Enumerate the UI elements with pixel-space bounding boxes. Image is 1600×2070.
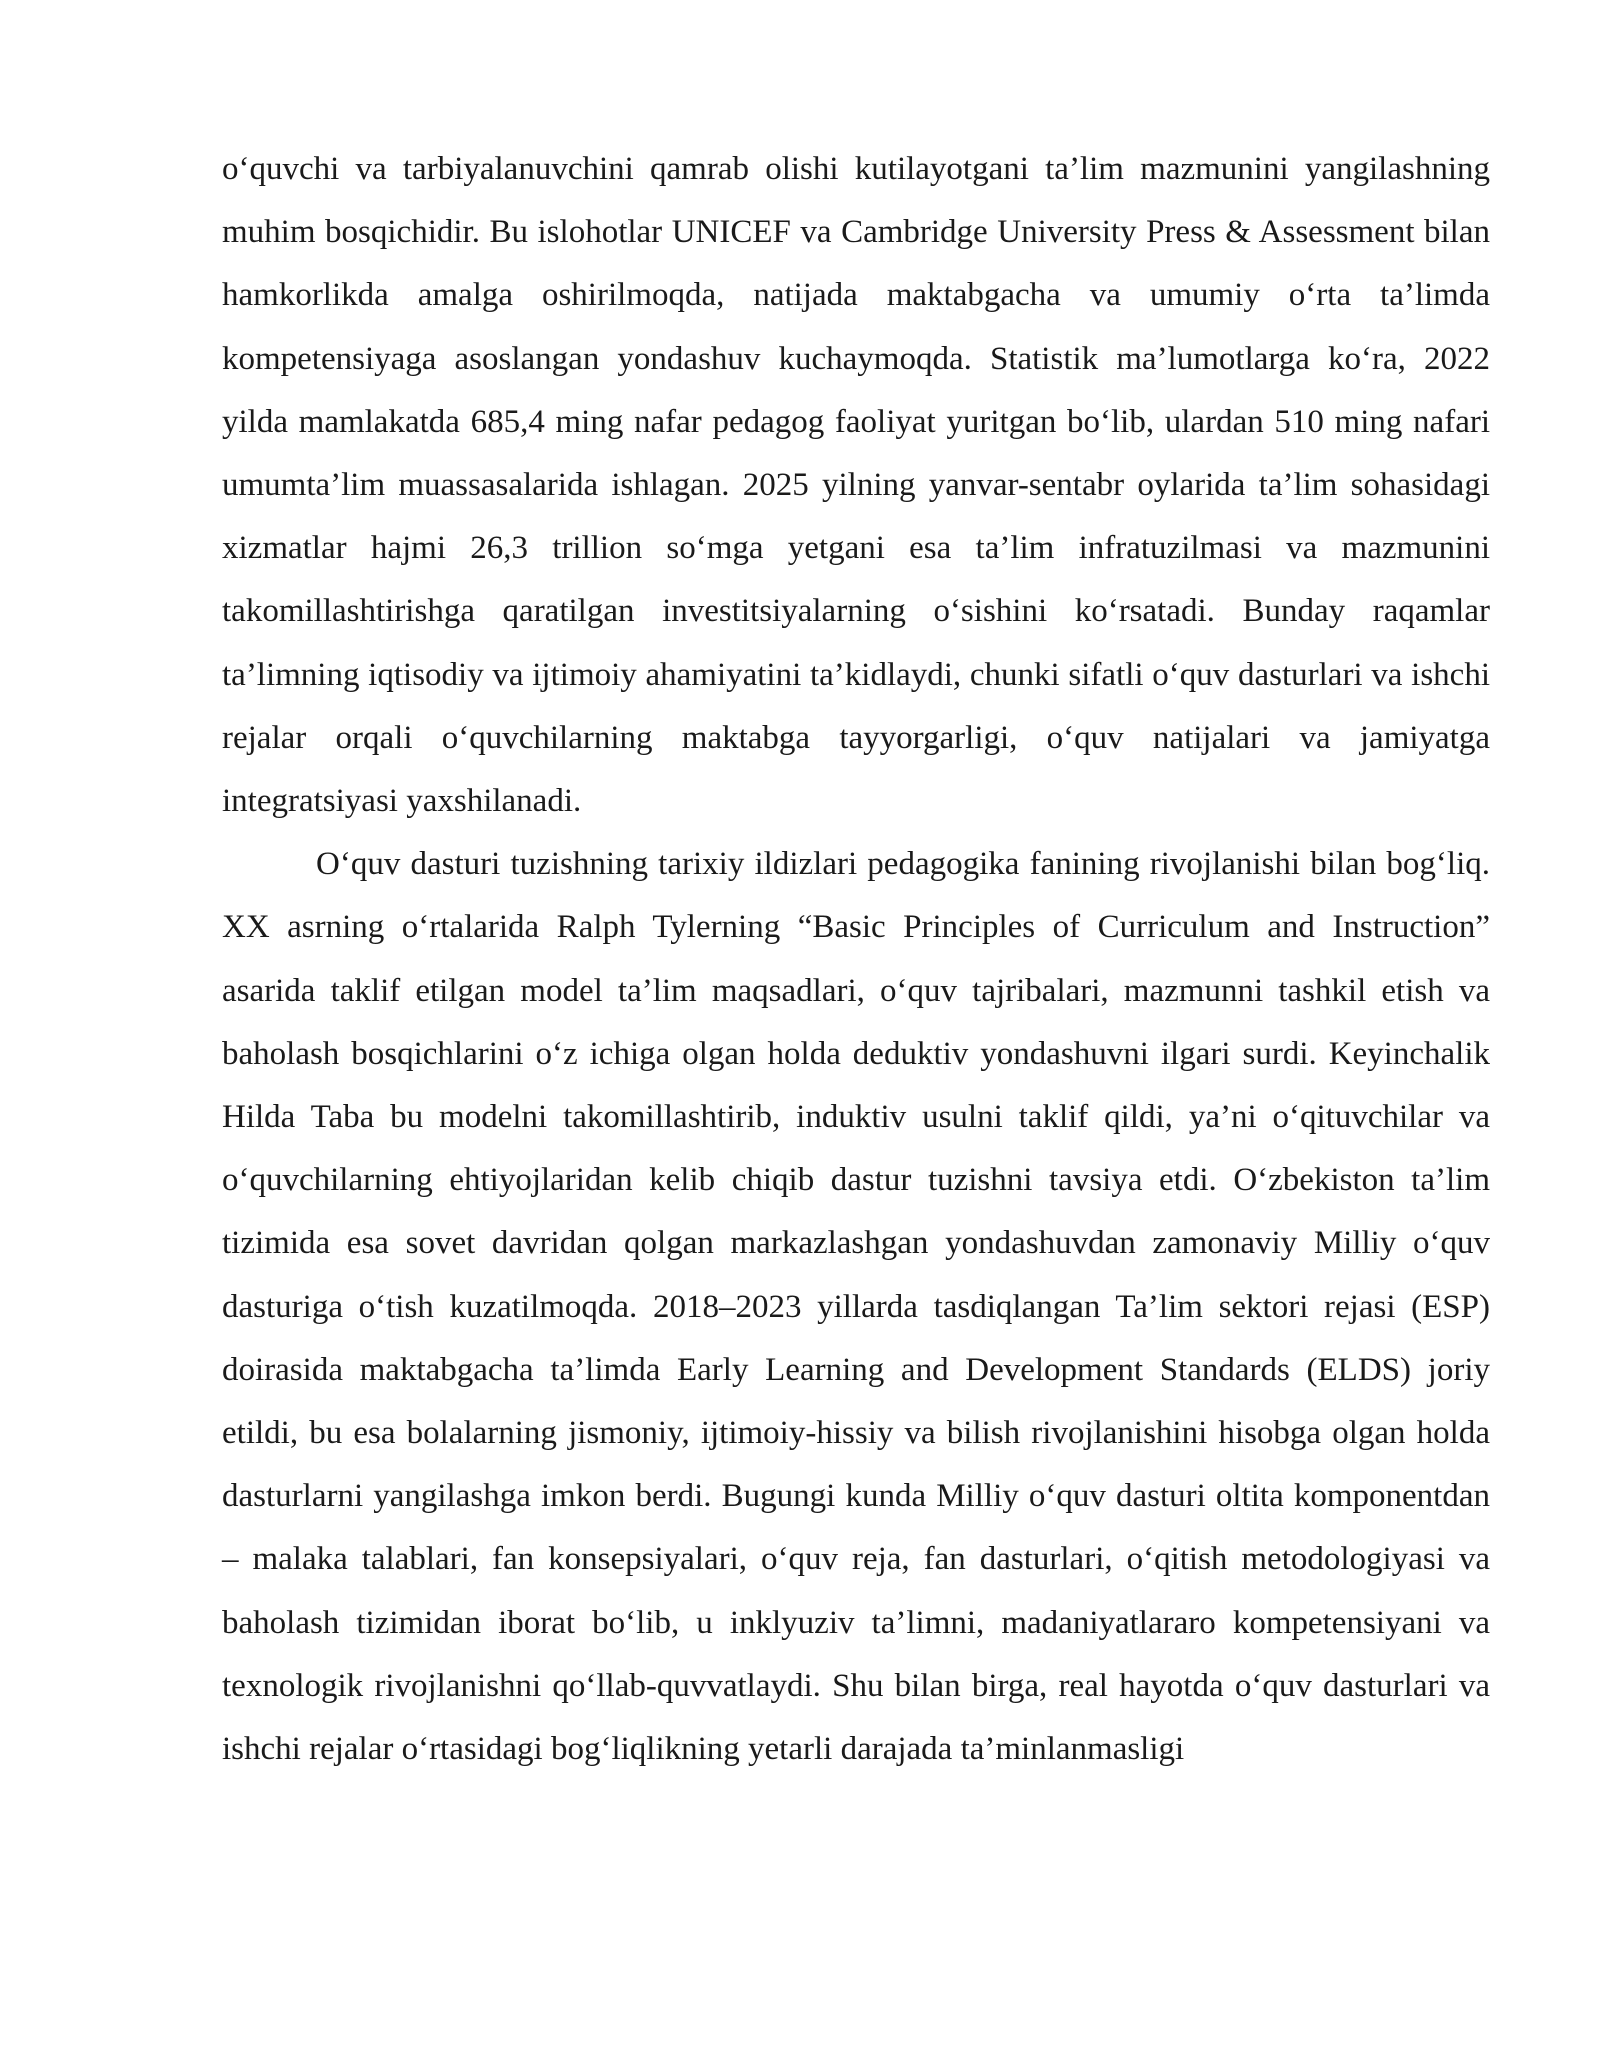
document-body xyxy=(222,138,1490,1781)
paragraph-continuation: o‘quvchi va tarbiyalanuvchini qamrab olishi kutilayotgani ta’lim mazmunini yangilashning muhim bosqichidir. Bu islohotlar UNICEF va Cambridge University Press & Assessment bilan hamkorlikda amalga oshirilmoqda, natijada maktabgacha va umumiy o‘rta ta’limda kompetensiyaga asoslangan yondashuv kuchaymoqda. Statistik ma’lumotlarga ko‘ra, 2022 yilda mamlakatda 685,4 ming nafar pedagog faoliyat yuritgan bo‘lib, ulardan 510 ming nafari umumta’lim muassasalarida ishlagan. 2025 yilning yanvar-sentabr oylarida ta’lim sohasidagi xizmatlar hajmi 26,3 trillion so‘mga yetgani esa ta’lim infratuzilmasi va mazmunini takomillashtirishga qaratilgan investitsiyalarning o‘sishini ko‘rsatadi. Bunday raqamlar ta’limning iqtisodiy va ijtimoiy ahamiyatini ta’kidlaydi, chunki sifatli o‘quv dasturlari va ishchi rejalar orqali o‘quvchilarning maktabga tayyorgarligi, o‘quv natijalari va jamiyatga integratsiyasi yaxshilanadi. xyxy=(222,151,1490,820)
paragraph-curriculum-history: O‘quv dasturi tuzishning tarixiy ildizlari pedagogika fanining rivojlanishi bilan bog‘liq. XX asrning o‘rtalarida Ralph Tylerning “Basic Principles of Curriculum and Instruction” asarida taklif etilgan model ta’lim maqsadlari, o‘quv tajribalari, mazmunni tashkil etish va baholash bosqichlarini o‘z ichiga olgan holda deduktiv yondashuvni ilgari surdi. Keyinchalik Hilda Taba bu modelni takomillashtirib, induktiv usulni taklif qildi, ya’ni o‘qituvchilar va o‘quvchilarning ehtiyojlaridan kelib chiqib dastur tuzishni tavsiya etdi. O‘zbekiston ta’lim tizimida esa sovet davridan qolgan markazlashgan yondashuvdan zamonaviy Milliy o‘quv dasturiga o‘tish kuzatilmoqda. 2018–2023 yillarda tasdiqlangan Ta’lim sektori rejasi (ESP) doirasida maktabgacha ta’limda Early Learning and Development Standards (ELDS) joriy etildi, bu esa bolalarning jismoniy, ijtimoiy-hissiy va bilish rivojlanishini hisobga olgan holda dasturlarni yangilashga imkon berdi. Bugungi kunda Milliy o‘quv dasturi oltita komponentdan – malaka talablari, fan konsepsiyalari, o‘quv reja, fan dasturlari, o‘qitish metodologiyasi va baholash tizimidan iborat bo‘lib, u inklyuziv ta’limni, madaniyatlararo kompetensiyani va texnologik rivojlanishni qo‘llab-quvvatlaydi. Shu bilan birga, real hayotda o‘quv dasturlari va ishchi rejalar o‘rtasidagi bog‘liqlikning yetarli darajada ta’minlanmasligi xyxy=(222,846,1490,1768)
